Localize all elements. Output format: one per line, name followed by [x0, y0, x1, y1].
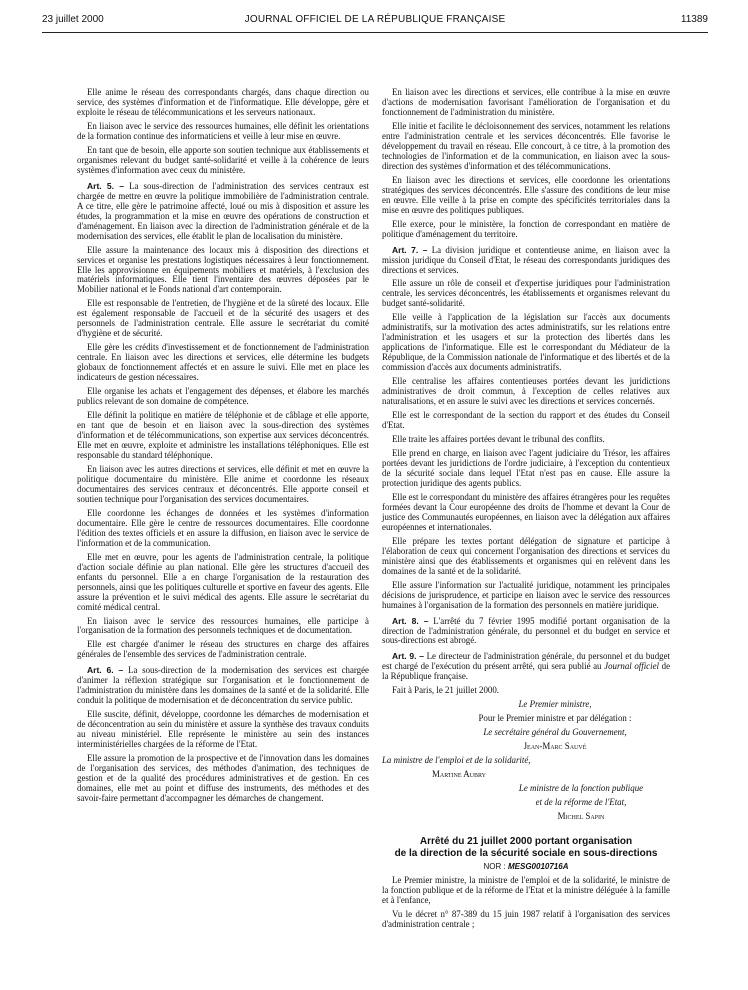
paragraph: Elle traite les affaires portées devant le tribunal des conflits. [392, 434, 605, 445]
paragraph: Elle prend en charge, en liaison avec l'agent judiciaire du Trésor, les affaires portées devant les juridictions de l'ordre judiciaire, à l'exception du contentieux de la sécurité sociale dans lequel l'Etat n'est pas en cause. Elle assure la protection juridique des agents publics. [382, 448, 670, 488]
paragraph: Elle anime le réseau des correspondants chargés, dans chaque direction ou service, des systèmes d'information et de l'informatique. Elle développe, gère et exploite le réseau de télécommunications et les serveurs nationaux. [77, 87, 369, 117]
arrete-title-line-1: Arrêté du 21 juillet 2000 portant organisation [419, 836, 633, 848]
paragraph: Elle définit la politique en matière de téléphonie et de câblage et elle apporte, en tant que de besoin et en liaison avec la sous-direction des systèmes d'information et de télécommunications, son expertise aux services déconcentrés. Elle met en œuvre, exploite et administre les installations téléphoniques. Elle est responsable du standard téléphonique. [77, 410, 369, 460]
paragraph: En tant que de besoin, elle apporte son soutien technique aux établissements et organismes relevant du budget santé-solidarité et veille à la cohérence de leurs systèmes d'information avec ceux du ministère. [77, 144, 369, 175]
minister-emploi-name: Martine Aubry [432, 769, 487, 780]
paragraph: Elle est chargée d'animer le réseau des structures en charge des affaires générales de l'ensemble des services de l'administration centrale. [77, 639, 369, 660]
nor-reference [382, 863, 670, 872]
page-number: 11389 [680, 14, 708, 25]
nor-code: MESG0010716A [507, 862, 569, 872]
sg-name: Jean-Marc Sauvé [523, 741, 587, 752]
article-text: La sous-direction de la modernisation des services est chargée d'animer la réflexion stratégique sur l'organisation et le fonctionnement de l'administration du ministère dans les domaines de la santé et de la solidarité. Elle conduit la politique de modernisation et de déconcentration du service public. [77, 665, 369, 706]
signature-block [382, 700, 670, 822]
paragraph: Elle veille à l'application de la législation sur l'accès aux documents administratifs, sur la motivation des actes administratifs, sur les relations entre l'administration et les usagers et sur la protection des libertés dans les applications de l'informatique. Elle est le correspondant du Médiateur de la République, de la Commission nationale de l'informatique et des libertés et de la commission d'accès aux documents administratifs. [382, 312, 670, 373]
signature-date: Fait à Paris, le 21 juillet 2000. [392, 685, 499, 696]
minister-emploi-title: La ministre de l'emploi et de la solidarité, [382, 755, 531, 766]
sg-title: Le secrétaire général du Gouvernement, [483, 727, 627, 738]
paragraph: Elle suscite, définit, développe, coordonne les démarches de modernisation et de déconcentration au sein du ministère et assure la synthèse des travaux conduits au niveau ministériel. Elle représente le ministère au sein des instances interministérielles chargées de la réforme de l'Etat. [77, 709, 369, 750]
page-header [42, 10, 708, 33]
paragraph: Elle organise les achats et l'engagement des dépenses, et élabore les marchés publics relevant de son domaine de compétence. [77, 386, 369, 407]
article-text: L'arrêté du 7 février 1995 modifié portant organisation de la direction de l'administration générale, du personnel et du budget en service et sous-directions est abrogé. [382, 615, 670, 646]
minister-fp-title-1: Le ministre de la fonction publique [518, 783, 644, 794]
paragraph: Elle coordonne les échanges de données et les systèmes d'information documentaire. Elle gère le centre de ressources documentaires. Elle coordonne l'édition des textes officiels et en assure la diffusion, en liaison avec le service de l'information et de la communication. [77, 507, 369, 548]
journal-title: JOURNAL OFFICIEL DE LA RÉPUBLIQUE FRANÇAISE [244, 14, 506, 25]
paragraph: Elle assure la promotion de la prospective et de l'innovation dans les domaines de l'organisation des services, des méthodes d'animation, des techniques de gestion et de la qualité des procédures administratives et de gestion. En ces domaines, elle met au point et diffuse des instruments, des méthodes et des savoir-faire permettant d'accompagner les démarches de changement. [77, 753, 369, 803]
paragraph: En liaison avec les directions et services, elle coordonne les orientations stratégiques des services déconcentrés. Elle s'assure des conditions de leur mise en œuvre. Elle veille à la prise en compte des spécificités territoriales dans la mise en œuvre des politiques publiques. [382, 174, 670, 215]
paragraph: Elle assure un rôle de conseil et d'expertise juridiques pour l'administration centrale, les services déconcentrés, les établissements et organismes relevant du budget santé-solidarité. [382, 278, 670, 309]
publication-date: 23 juillet 2000 [42, 14, 104, 25]
arrete-title [382, 836, 670, 859]
paragraph: Elle initie et facilite le décloisonnement des services, notamment les relations entre l'administration centrale et les services déconcentrés. Elle favorise le développement du travail en réseau. Elle concourt, à ce titre, à la promotion des technologies de l'information et de la communication, en liaison avec la sous-direction des systèmes d'information et des télécommunications. [382, 120, 670, 171]
left-column [77, 88, 369, 808]
article-text: La sous-direction de l'administration des services centraux est chargée de mettre en œuvre la politique immobilière de l'administration centrale. A ce titre, elle gère le patrimoine affecté, loué ou mis à disposition et assure les études, la programmation et la mise en œuvre des opérations de construction et d'aménagement. En liaison avec la direction de l'administration générale et de la modernisation des services, elle établit le plan de localisation du ministère. [77, 180, 369, 241]
paragraph: Elle assure la maintenance des locaux mis à disposition des directions et services et organise les prestations logistiques nécessaires à leur fonctionnement. Elle les approvisionne en équipements mobiliers et matériels, à l'exclusion des matériels informatiques. Elle tient l'inventaire des œuvres déposées par le Mobilier national et le Fonds national d'art contemporain. [77, 244, 369, 295]
arrete-intro: Le Premier ministre, la ministre de l'emploi et de la solidarité, le ministre de la fonction publique et de la réforme de l'Etat et la ministre déléguée à la famille et à l'enfance, [382, 874, 670, 905]
article-8 [382, 617, 670, 647]
minister-fp-title-2: et de la réforme de l'Etat, [535, 797, 627, 808]
article-5 [77, 182, 369, 242]
right-column [382, 88, 670, 934]
paragraph: Elle met en œuvre, pour les agents de l'administration centrale, la politique d'action sociale définie au plan national. Elle gère les structures d'accueil des enfants du personnel. Elle a en charge l'organisation de la restauration des personnels, ainsi que les politiques culturelle et sportive en faveur des agents. Elle assure la prévention et le suivi médical des agents. Elle assure le secrétariat du comité médical central. [77, 551, 369, 612]
paragraph: Elle est responsable de l'entretien, de l'hygiène et de la sûreté des locaux. Elle est également responsable de l'accueil et de la sécurité des usagers et des personnels de l'administration centrale. Elle assure le secrétariat du comité d'hygiène et de sécurité. [77, 298, 369, 339]
pm-title: Le Premier ministre, [518, 699, 592, 710]
article-9 [382, 652, 670, 682]
arrete-vu: Vu le décret n° 87-389 du 15 juin 1987 relatif à l'organisation des services d'administration centrale ; [382, 908, 670, 929]
article-text: Le directeur de l'administration générale, du personnel et du budget est chargé de l'exécution du présent arrêté, qui sera publié au [382, 651, 670, 672]
article-label: Art. 6. – [87, 665, 124, 676]
pm-delegation: Pour le Premier ministre et par délégation : [478, 713, 632, 724]
nor-label: NOR : [483, 862, 506, 872]
paragraph: En liaison avec les autres directions et services, elle définit et met en œuvre la politique documentaire du ministère. Elle anime et coordonne les réseaux documentaires des services centraux et déconcentrés. Elle apporte conseil et soutien technique pour l'organisation des services documentaires. [77, 463, 369, 504]
paragraph: En liaison avec le service des ressources humaines, elle participe à l'organisation de la formation des personnels techniques et de documentation. [77, 615, 369, 636]
paragraph: Elle assure l'information sur l'actualité juridique, notamment les principales décisions de jurisprudence, et participe en liaison avec le service des ressources humaines à l'organisation de la formation des personnels en matière juridique. [382, 579, 670, 610]
journal-officiel-mention: Journal officiel [604, 661, 659, 672]
article-text-end: de la République française. [382, 661, 671, 682]
paragraph: Elle centralise les affaires contentieuses portées devant les juridictions administratives de droit commun, à l'exception de celles relatives aux naturalisations, et en assure le suivi avec les directions et services concernés. [382, 376, 670, 407]
paragraph: Elle est le correspondant de la section du rapport et des études du Conseil d'Etat. [382, 410, 670, 431]
article-label: Art. 7. – [392, 244, 428, 255]
article-text: La division juridique et contentieuse anime, en liaison avec la mission juridique du Conseil d'Etat, le réseau des correspondants juridiques des directions et services. [382, 244, 670, 275]
article-7 [382, 246, 670, 276]
article-label: Art. 9. – [392, 651, 424, 662]
paragraph: Elle prépare les textes portant délégation de signature et participe à l'élaboration de ceux qui concernent l'organisation des directions et services du ministère ainsi que des établissements et organismes qui en relèvent dans les domaines de la santé et de la solidarité. [382, 535, 670, 576]
article-label: Art. 5. – [87, 180, 124, 191]
arrete-title-line-2: de la direction de la sécurité sociale en sous-directions [394, 847, 658, 859]
article-6 [77, 666, 369, 706]
paragraph: En liaison avec les directions et services, elle contribue à la mise en œuvre d'actions de modernisation favorisant l'amélioration de l'organisation et du fonctionnement de l'administration du ministère. [382, 87, 670, 117]
paragraph: Elle est le correspondant du ministère des affaires étrangères pour les requêtes formées devant la Cour européenne des droits de l'homme et devant la Cour de justice des Communautés européennes, en liaison avec la délégation aux affaires européennes et internationales. [382, 491, 670, 532]
paragraph: Elle gère les crédits d'investissement et de fonctionnement de l'administration centrale. En liaison avec les directions et services, elle détermine les budgets globaux de fonctionnement affectés et en assure le suivi. Elle met en place les indicateurs de gestion nécessaires. [77, 342, 369, 383]
minister-fp-name: Michel Sapin [557, 811, 605, 822]
article-label: Art. 8. – [392, 615, 429, 626]
paragraph: En liaison avec le service des ressources humaines, elle définit les orientations de la formation continue des informaticiens et veille à leur mise en œuvre. [77, 120, 369, 141]
paragraph: Elle exerce, pour le ministère, la fonction de correspondant en matière de politique d'aménagement du territoire. [382, 218, 670, 239]
